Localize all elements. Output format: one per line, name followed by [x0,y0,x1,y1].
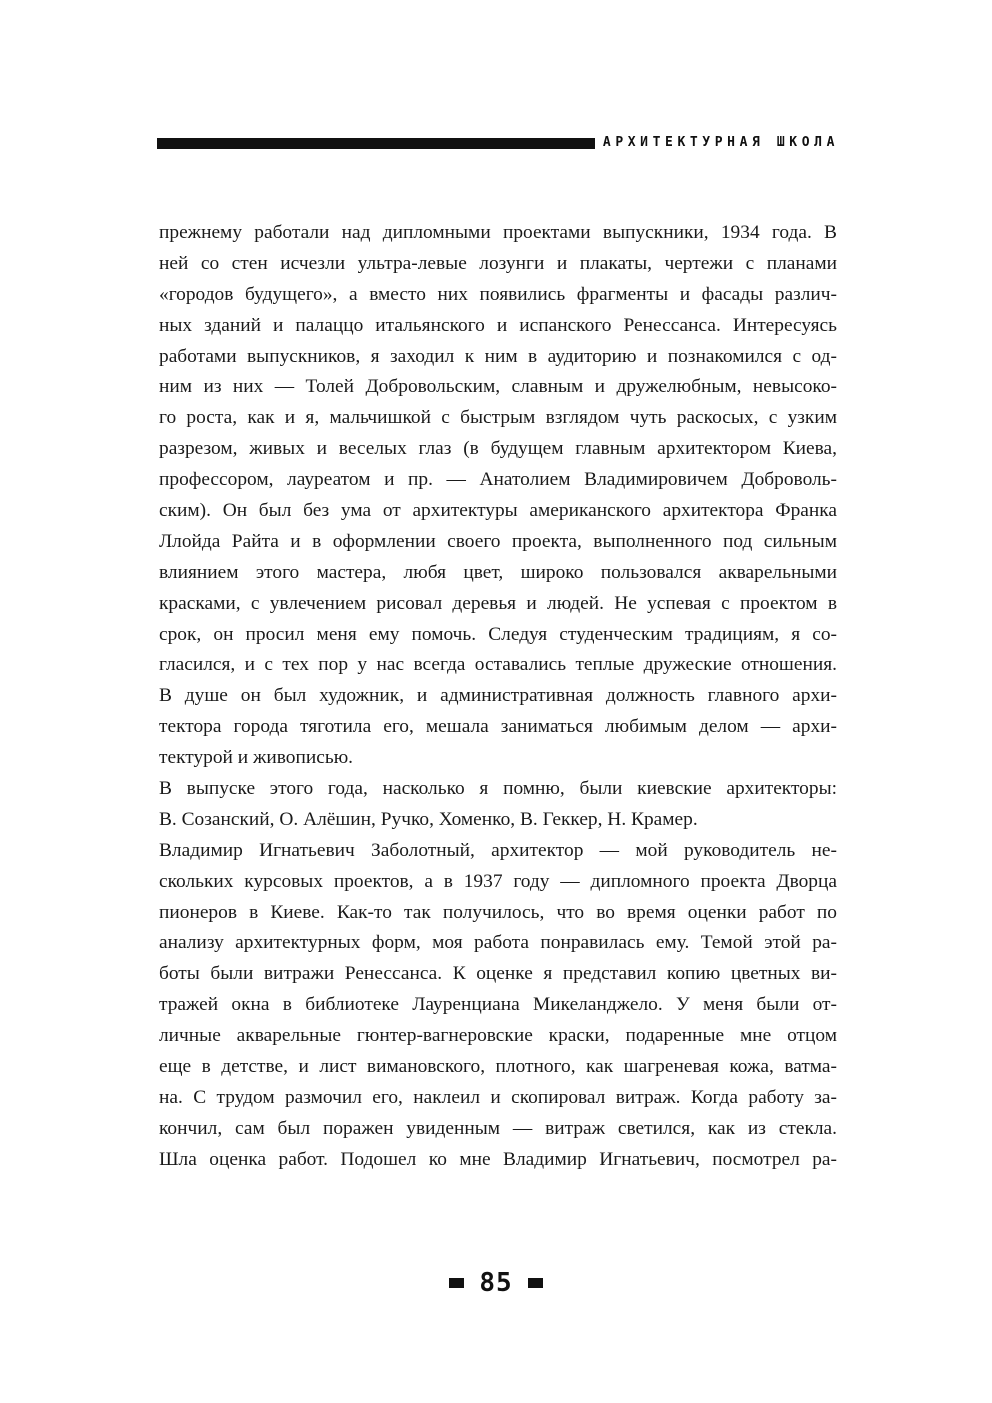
text-line: ней со стен исчезли ультра-левые лозунги и плакаты, чертежи с планами [159,252,837,274]
text-line: тражей окна в библиотеке Лауренциана Микеланджело. У меня были от- [159,994,837,1016]
text-line: на. С трудом размочил его, наклеил и скопировал витраж. Когда работу за- [159,1086,837,1108]
text-line: скольких курсовых проектов, а в 1937 году — дипломного проекта Дворца [159,870,837,892]
text-line: го роста, как и я, мальчишкой с быстрым взглядом чуть раскосых, с узким [159,407,837,429]
footer-right-square [528,1278,543,1288]
text-line: работами выпускников, я заходил к ним в аудиторию и познакомился с од- [159,345,837,367]
running-header [157,134,839,152]
paragraph-end-line: тектурой и живописью. [159,747,354,769]
text-line: пионеров в Киеве. Как-то так получилось, что во время оценки работ по [159,901,837,923]
running-header-title: АРХИТЕКТУРНАЯ ШКОЛА [602,135,839,150]
text-line: В выпуске этого года, насколько я помню, были киевские архитекторы: [159,778,837,800]
text-line: красками, с увлечением рисовал деревья и людей. Не успевая с проектом в [159,592,837,614]
text-line: влиянием этого мастера, любя цвет, широко пользовался акварельными [159,561,837,583]
text-line: срок, он просил меня ему помочь. Следуя студенческим традициям, я со- [159,623,837,645]
text-line: профессором, лауреатом и пр. — Анатолием Владимировичем Доброволь- [159,469,837,491]
footer-left-square [449,1278,464,1288]
text-line: прежнему работали над дипломными проектами выпускники, 1934 года. В [159,222,837,243]
text-line: анализу архитектурных форм, моя работа понравилась ему. Темой этой ра- [159,932,837,954]
text-line: еще в детстве, и лист вимановского, плотного, как шагреневая кожа, ватма- [159,1056,837,1078]
text-line: тектора города тяготила его, мешала заниматься любимым делом — архи- [159,716,837,738]
text-line: Шла оценка работ. Подошел ко мне Владимир Игнатьевич, посмотрел ра- [159,1148,837,1170]
text-line: личные акварельные гюнтер-вагнеровские краски, подаренные мне отцом [159,1025,837,1047]
text-line: гласился, и с тех пор у нас всегда оставались теплые дружеские отношения. [159,654,837,676]
text-line: Ллойда Райта и в оформлении своего проекта, выполненного под сильным [159,530,837,552]
text-line: ных зданий и палаццо итальянского и испанского Ренессанса. Интересуясь [159,314,837,336]
text-line: кончил, сам был поражен увиденным — витраж светился, как из стекла. [159,1117,837,1139]
body-text [159,218,837,1176]
text-line: ским). Он был без ума от архитектуры американского архитектора Франка [159,500,837,522]
text-line: Владимир Игнатьевич Заболотный, архитектор — мой руководитель не- [159,839,837,861]
header-rule [157,138,595,149]
text-line: ним из них — Толей Добровольским, славным и дружелюбным, невысоко- [159,376,837,398]
page-footer [0,1268,992,1298]
text-line: В душе он был художник, и административная должность главного архи- [159,685,837,707]
paragraph-end-line: В. Созанский, О. Алёшин, Ручко, Хоменко, В. Геккер, Н. Крамер. [159,808,698,830]
text-line: разрезом, живых и веселых глаз (в будущем главным архитектором Киева, [159,438,837,460]
page-number: 85 [479,1268,513,1298]
text-line: «городов будущего», а вместо них появились фрагменты и фасады различ- [159,283,837,305]
text-line: боты были витражи Ренессанса. К оценке я представил копию цветных ви- [159,963,837,985]
